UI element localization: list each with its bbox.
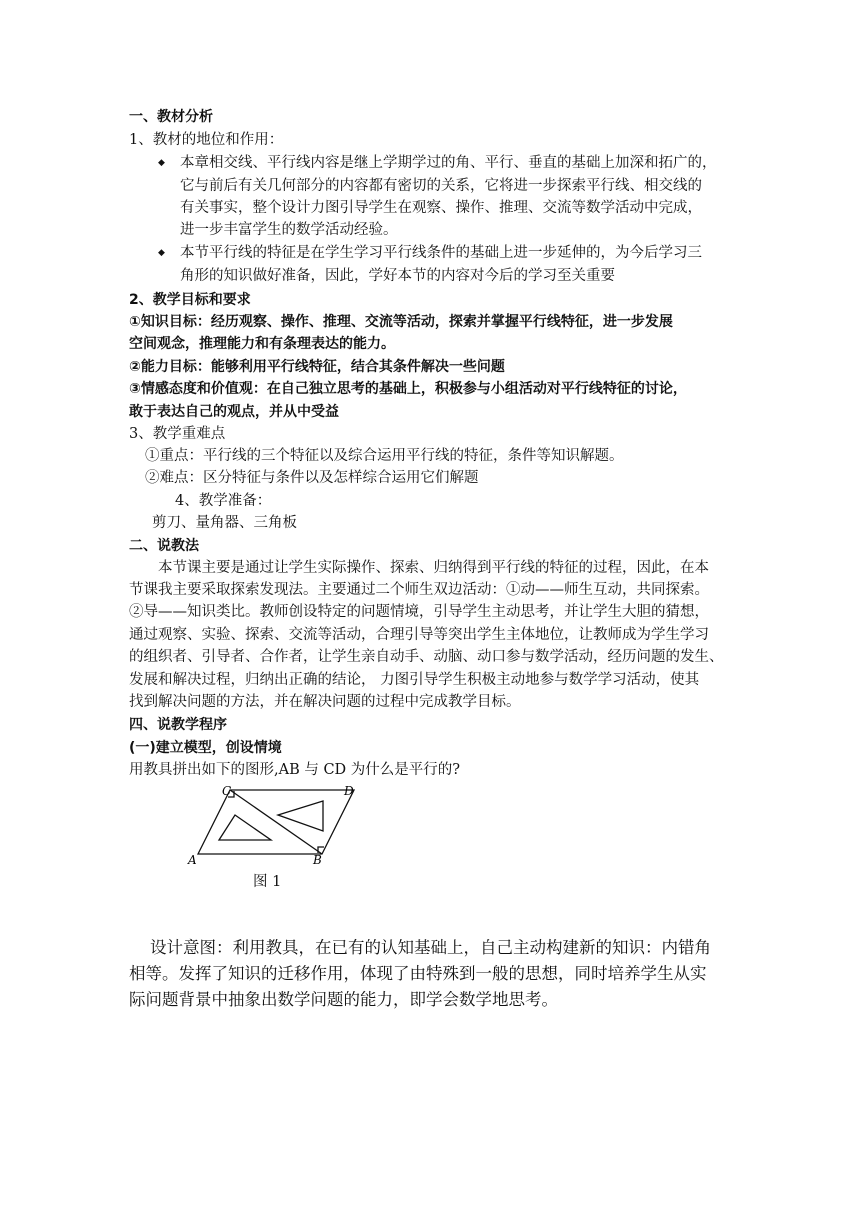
method-paragraph-line: ②导——知识类比。教师创设特定的问题情境，引导学生主动思考，并让学生大胆的猜想， <box>129 604 709 620</box>
bullet1-line: 本章相交线、平行线内容是继上学期学过的角、平行、垂直的基础上加深和拓广的， <box>180 155 717 171</box>
diagonal-cb <box>230 790 322 854</box>
goal-line: 空间观念，推理能力和有条理表达的能力。 <box>129 336 395 352</box>
subheading-build-model: (一)建立模型，创设情境 <box>129 740 282 756</box>
design-intent-line: 际问题背景中抽象出数学问题的能力，即学会数学地思考。 <box>129 990 558 1009</box>
design-intent-line: 设计意图：利用教具，在已有的认知基础上，自己主动构建新的知识：内错角 <box>150 938 711 957</box>
bullet2-line: 角形的知识做好准备，因此，学好本节的内容对今后的学习至关重要 <box>180 268 615 284</box>
section-heading-teaching-method: 二、说教法 <box>129 538 199 554</box>
goal-line: 敢于表达自己的观点，并从中受益 <box>129 404 339 420</box>
label-b: B <box>313 853 322 867</box>
bullet1-line: 进一步丰富学生的数学活动经验。 <box>180 222 398 238</box>
figure-question: 用教具拼出如下的图形,AB 与 CD 为什么是平行的? <box>129 762 461 778</box>
method-paragraph-line: 的组织者、引导者、合作者，让学生亲自动手、动脑、动口参与数学活动，经历问题的发生、 <box>129 649 724 665</box>
subheading-position-role: 1、教材的地位和作用： <box>129 132 284 148</box>
label-c: C <box>222 784 232 798</box>
goal-line: ②能力目标：能够利用平行线特征，结合其条件解决一些问题 <box>129 359 505 375</box>
section-heading-teaching-procedure: 四、说教学程序 <box>129 717 227 733</box>
bullet-diamond-icon: ◆ <box>158 158 165 168</box>
bullet1-line: 它与前后有关几何部分的内容都有密切的关系，它将进一步探索平行线、相交线的 <box>180 178 702 194</box>
method-paragraph-line: 通过观察、实验、探索、交流等活动，合理引导等突出学生主体地位，让教师成为学生学习 <box>129 627 709 643</box>
goal-line: ①知识目标：经历观察、操作、推理、交流等活动，探索并掌握平行线特征，进一步发展 <box>129 314 673 330</box>
figure-1-parallelogram <box>180 782 370 872</box>
method-paragraph-line: 节课我主要采取探索发现法。主要通过二个师生双边活动：①动——师生互动，共同探索。 <box>129 582 709 598</box>
right-triangle-hole <box>278 801 323 831</box>
design-intent-line: 相等。发挥了知识的迁移作用，体现了由特殊到一般的思想，同时培养学生从实 <box>129 964 707 983</box>
bullet1-line: 有关事实，整个设计力图引导学生在观察、操作、推理、交流等数学活动中完成， <box>180 200 702 216</box>
bullet2-line: 本节平行线的特征是在学生学习平行线条件的基础上进一步延伸的，为今后学习三 <box>180 245 702 261</box>
subheading-key-difficult: 3、教学重难点 <box>129 426 226 442</box>
left-triangle-hole <box>219 815 271 840</box>
label-d: D <box>344 784 354 798</box>
method-paragraph-line: 找到解决问题的方法，并在解决问题的过程中完成教学目标。 <box>129 694 521 710</box>
materials-list: 剪刀、量角器、三角板 <box>152 515 297 531</box>
figure-caption: 图 1 <box>253 874 282 890</box>
label-a: A <box>188 853 197 867</box>
subheading-teaching-goals: 2、教学目标和要求 <box>129 292 251 308</box>
subheading-preparation: 4、教学准备： <box>175 493 272 509</box>
method-paragraph-line: 发展和解决过程，归纳出正确的结论， 力图引导学生积极主动地参与数学学习活动，使其 <box>129 672 700 688</box>
key-point: ①重点：平行线的三个特征以及综合运用平行线的特征，条件等知识解题。 <box>145 448 624 464</box>
bullet-diamond-icon: ◆ <box>158 248 165 258</box>
method-paragraph-line: 本节课主要是通过让学生实际操作、探索、归纳得到平行线的特征的过程，因此，在本 <box>158 560 709 576</box>
difficult-point: ②难点：区分特征与条件以及怎样综合运用它们解题 <box>145 470 479 486</box>
goal-line: ③情感态度和价值观：在自己独立思考的基础上，积极参与小组活动对平行线特征的讨论， <box>129 381 687 397</box>
section-heading-teaching-material: 一、教材分析 <box>129 109 213 125</box>
